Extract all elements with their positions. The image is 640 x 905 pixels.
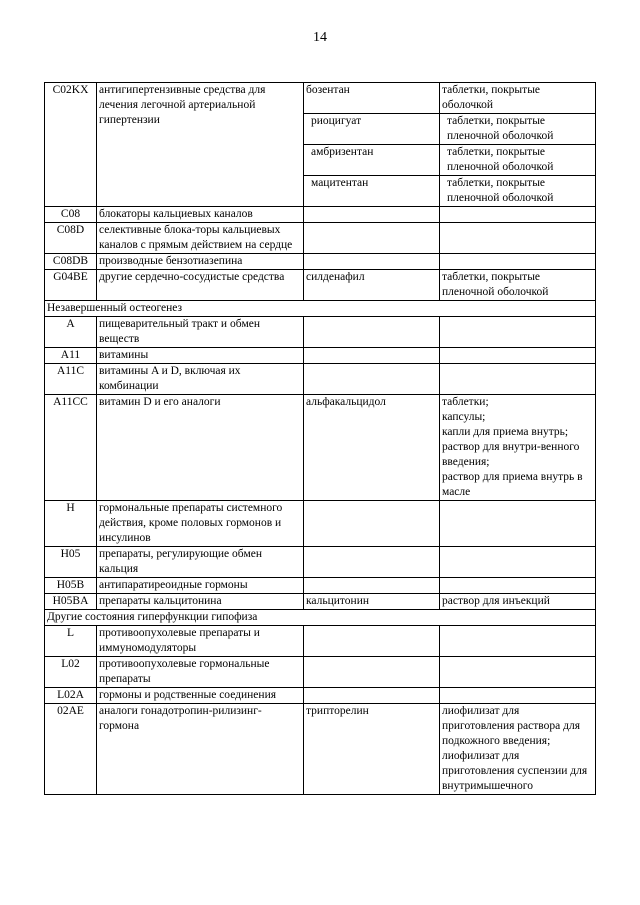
table-row — [45, 270, 596, 301]
drug-table — [44, 82, 596, 795]
table-row — [45, 501, 596, 547]
dosage-form-cell — [440, 317, 596, 348]
table-row — [45, 348, 596, 364]
drug-name-cell — [304, 688, 440, 704]
group-name-cell: витамины — [97, 348, 304, 364]
atc-code-cell: A11C — [45, 364, 97, 395]
group-name-cell: препараты кальцитонина — [97, 594, 304, 610]
drug-name-cell — [304, 578, 440, 594]
dosage-form-cell — [440, 207, 596, 223]
dosage-form-cell — [440, 501, 596, 547]
atc-code-cell: A — [45, 317, 97, 348]
group-name-cell: производные бензотиазепина — [97, 254, 304, 270]
atc-code-cell: C08 — [45, 207, 97, 223]
drug-name-cell: альфакальцидол — [304, 395, 440, 501]
table-row — [45, 657, 596, 688]
drug-name-cell — [304, 626, 440, 657]
group-name-cell: другие сердечно-сосудистые средства — [97, 270, 304, 301]
table-row — [45, 223, 596, 254]
atc-code-cell: C08DB — [45, 254, 97, 270]
dosage-form-cell: таблетки, покрытые оболочкой — [440, 83, 596, 114]
atc-code-cell: A11CC — [45, 395, 97, 501]
dosage-form-cell: таблетки, покрытые пленочной оболочкой — [440, 270, 596, 301]
dosage-form-cell — [440, 547, 596, 578]
drug-name-cell: мацитентан — [304, 176, 440, 207]
atc-code-cell: C08D — [45, 223, 97, 254]
drug-table-body — [45, 83, 596, 795]
drug-name-cell: кальцитонин — [304, 594, 440, 610]
group-name-cell: пищеварительный тракт и обмен веществ — [97, 317, 304, 348]
drug-name-cell — [304, 207, 440, 223]
atc-code-cell: H05 — [45, 547, 97, 578]
section-title: Незавершенный остеогенез — [45, 301, 596, 317]
dosage-form-cell — [440, 223, 596, 254]
group-name-cell: противоопухолевые гормональные препараты — [97, 657, 304, 688]
atc-code-cell: H05BA — [45, 594, 97, 610]
group-name-cell: антипаратиреоидные гормоны — [97, 578, 304, 594]
group-name-cell: аналоги гонадотропин-рилизинг-гормона — [97, 704, 304, 795]
group-name-cell: противоопухолевые препараты и иммуномодуляторы — [97, 626, 304, 657]
dosage-form-cell — [440, 657, 596, 688]
section-title: Другие состояния гиперфункции гипофиза — [45, 610, 596, 626]
table-row — [45, 578, 596, 594]
dosage-form-cell: таблетки, покрытые пленочной оболочкой — [440, 176, 596, 207]
table-row — [45, 704, 596, 795]
table-row — [45, 626, 596, 657]
page-number: 14 — [313, 30, 327, 45]
atc-code-cell: L02A — [45, 688, 97, 704]
dosage-form-cell — [440, 688, 596, 704]
table-row — [45, 594, 596, 610]
atc-code-cell: G04BE — [45, 270, 97, 301]
drug-name-cell — [304, 254, 440, 270]
atc-code-cell: L — [45, 626, 97, 657]
table-row — [45, 207, 596, 223]
drug-name-cell — [304, 317, 440, 348]
dosage-form-cell: лиофилизат для приготовления раствора для подкожного введения; лиофилизат для приготовления суспензии для внутримышечного — [440, 704, 596, 795]
section-row — [45, 610, 596, 626]
atc-code-cell: A11 — [45, 348, 97, 364]
drug-name-cell — [304, 501, 440, 547]
group-name-cell: антигипертензивные средства для лечения легочной артериальной гипертензии — [97, 83, 304, 207]
table-row — [45, 364, 596, 395]
dosage-form-cell: раствор для инъекций — [440, 594, 596, 610]
drug-name-cell — [304, 364, 440, 395]
group-name-cell: витамин D и его аналоги — [97, 395, 304, 501]
atc-code-cell: H05B — [45, 578, 97, 594]
atc-code-cell: 02AE — [45, 704, 97, 795]
dosage-form-cell — [440, 348, 596, 364]
group-name-cell: гормоны и родственные соединения — [97, 688, 304, 704]
drug-name-cell — [304, 657, 440, 688]
drug-name-cell — [304, 223, 440, 254]
dosage-form-cell — [440, 254, 596, 270]
dosage-form-cell: таблетки, покрытые пленочной оболочкой — [440, 114, 596, 145]
section-row — [45, 301, 596, 317]
atc-code-cell: L02 — [45, 657, 97, 688]
dosage-form-cell: таблетки; капсулы; капли для приема внутрь; раствор для внутри-венного введения; раствор для приема внутрь в масле — [440, 395, 596, 501]
dosage-form-cell: таблетки, покрытые пленочной оболочкой — [440, 145, 596, 176]
dosage-form-cell — [440, 578, 596, 594]
group-name-cell: препараты, регулирующие обмен кальция — [97, 547, 304, 578]
table-row — [45, 395, 596, 501]
dosage-form-cell — [440, 364, 596, 395]
group-name-cell: блокаторы кальциевых каналов — [97, 207, 304, 223]
table-row — [45, 688, 596, 704]
group-name-cell: гормональные препараты системного действия, кроме половых гормонов и инсулинов — [97, 501, 304, 547]
table-row — [45, 317, 596, 348]
drug-name-cell: трипторелин — [304, 704, 440, 795]
group-name-cell: селективные блока-торы кальциевых каналов с прямым действием на сердце — [97, 223, 304, 254]
drug-name-cell: силденафил — [304, 270, 440, 301]
drug-name-cell — [304, 348, 440, 364]
table-row — [45, 254, 596, 270]
dosage-form-cell — [440, 626, 596, 657]
drug-name-cell: риоцигуат — [304, 114, 440, 145]
drug-name-cell: амбризентан — [304, 145, 440, 176]
drug-name-cell: бозентан — [304, 83, 440, 114]
atc-code-cell: C02KX — [45, 83, 97, 207]
atc-code-cell: H — [45, 501, 97, 547]
drug-name-cell — [304, 547, 440, 578]
group-name-cell: витамины A и D, включая их комбинации — [97, 364, 304, 395]
table-row — [45, 547, 596, 578]
table-row — [45, 83, 596, 114]
